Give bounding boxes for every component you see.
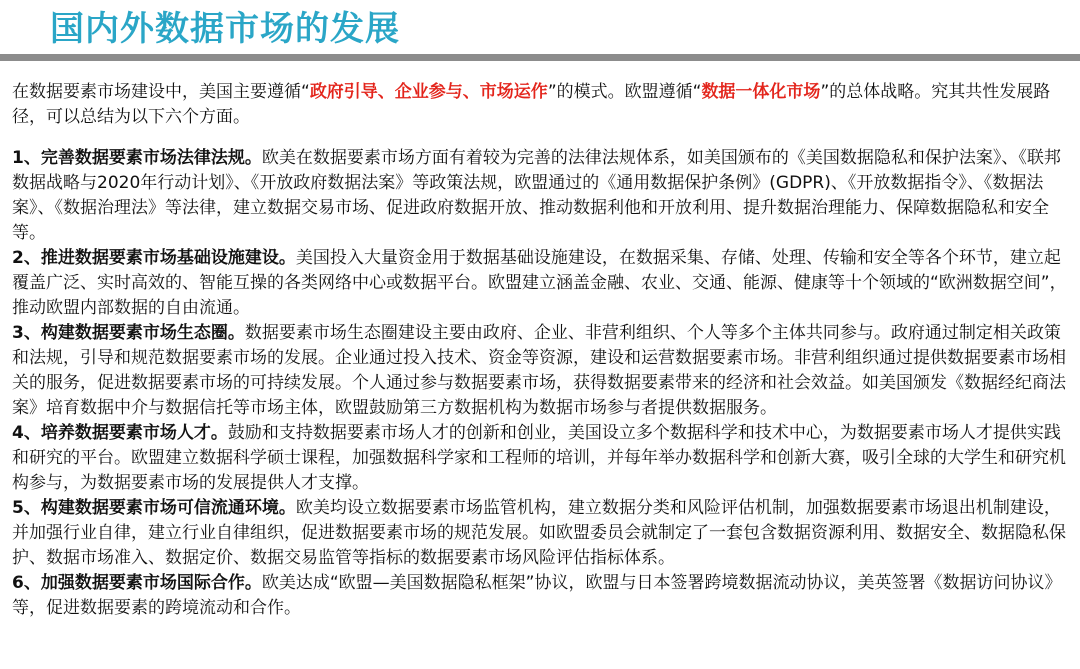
page-title: 国内外数据市场的发展 bbox=[50, 9, 400, 49]
section-body: 鼓励和支持数据要素市场人才的创新和创业，美国设立多个数据科学和技术中心，为数据要素市场人才提供实践和研究的平台。欧盟建立数据科学硕士课程，加强数据科学家和工程师的培训，并每年举办数据科学和创新大赛，吸引全球的大学生和研究机构参与，为数据要素市场的发展提供人才支撑。 bbox=[12, 423, 1066, 493]
intro-text-3: ”的总体战略。究其共性发展路径，可以总结为以下六个方面。 bbox=[12, 82, 1051, 127]
section-body: 欧美达成“欧盟—美国数据隐私框架”协议，欧盟与日本签署跨境数据流动协议，美英签署《数据访问协议》等，促进数据要素的跨境流动和合作。 bbox=[12, 573, 1062, 618]
section-heading: 5、构建数据要素市场可信流通环境。 bbox=[12, 498, 296, 518]
section-body: 美国投入大量资金用于数据基础设施建设，在数据采集、存储、处理、传输和安全等各个环节，建立起覆盖广泛、实时高效的、智能互操的各类网络中心或数据平台。欧盟建立涵盖金融、农业、交通、能源、健康等十个领域的“欧洲数据空间”，推动欧盟内部数据的自由流通。 bbox=[12, 248, 1067, 318]
section-legal-framework bbox=[12, 146, 1072, 246]
section-body: 欧美均设立数据要素市场监管机构，建立数据分类和风险评估机制，加强数据要素市场退出机制建设，并加强行业自律，建立行业自律组织，促进数据要素市场的规范发展。如欧盟委员会就制定了一套包含数据资源利用、数据安全、数据隐私保护、数据市场准入、数据定价、数据交易监管等指标的数据要素市场风险评估指标体系。 bbox=[12, 498, 1066, 568]
intro-highlight-eu-strategy: 数据一体化市场 bbox=[701, 82, 821, 102]
intro-highlight-us-model: 政府引导、企业参与、市场运作 bbox=[309, 82, 548, 102]
section-ecosystem bbox=[12, 321, 1072, 421]
section-heading: 1、完善数据要素市场法律法规。 bbox=[12, 148, 262, 168]
intro-text-1: 在数据要素市场建设中，美国主要遵循“ bbox=[12, 82, 310, 102]
section-infrastructure bbox=[12, 246, 1072, 321]
section-international-cooperation bbox=[12, 571, 1072, 621]
intro-text-2: ”的模式。欧盟遵循“ bbox=[547, 82, 702, 102]
section-body: 数据要素市场生态圈建设主要由政府、企业、非营利组织、个人等多个主体共同参与。政府通过制定相关政策和法规，引导和规范数据要素市场的发展。企业通过投入技术、资金等资源，建设和运营数据要素市场。非营利组织通过提供数据要素市场相关的服务，促进数据要素市场的可持续发展。个人通过参与数据要素市场，获得数据要素带来的经济和社会效益。如美国颁发《数据经纪商法案》培育数据中介与数据信托等市场主体，欧盟鼓励第三方数据机构为数据市场参与者提供数据服务。 bbox=[12, 323, 1066, 418]
section-trusted-circulation bbox=[12, 496, 1072, 571]
section-heading: 3、构建数据要素市场生态圈。 bbox=[12, 323, 245, 343]
title-divider bbox=[0, 54, 1080, 61]
main-content bbox=[12, 80, 1072, 621]
section-body: 欧美在数据要素市场方面有着较为完善的法律法规体系，如美国颁布的《美国数据隐私和保护法案》、《联邦数据战略与2020年行动计划》、《开放政府数据法案》等政策法规，欧盟通过的《通用数据保护条例》(GDPR)、《开放数据指令》、《数据法案》、《数据治理法》等法律，建立数据交易市场、促进政府数据开放、推动数据利他和开放利用、提升数据治理能力、保障数据隐私和安全等。 bbox=[12, 148, 1061, 243]
section-heading: 2、推进数据要素市场基础设施建设。 bbox=[12, 248, 296, 268]
section-heading: 4、培养数据要素市场人才。 bbox=[12, 423, 228, 443]
section-heading: 6、加强数据要素市场国际合作。 bbox=[12, 573, 262, 593]
intro-paragraph bbox=[12, 80, 1072, 130]
section-talent bbox=[12, 421, 1072, 496]
